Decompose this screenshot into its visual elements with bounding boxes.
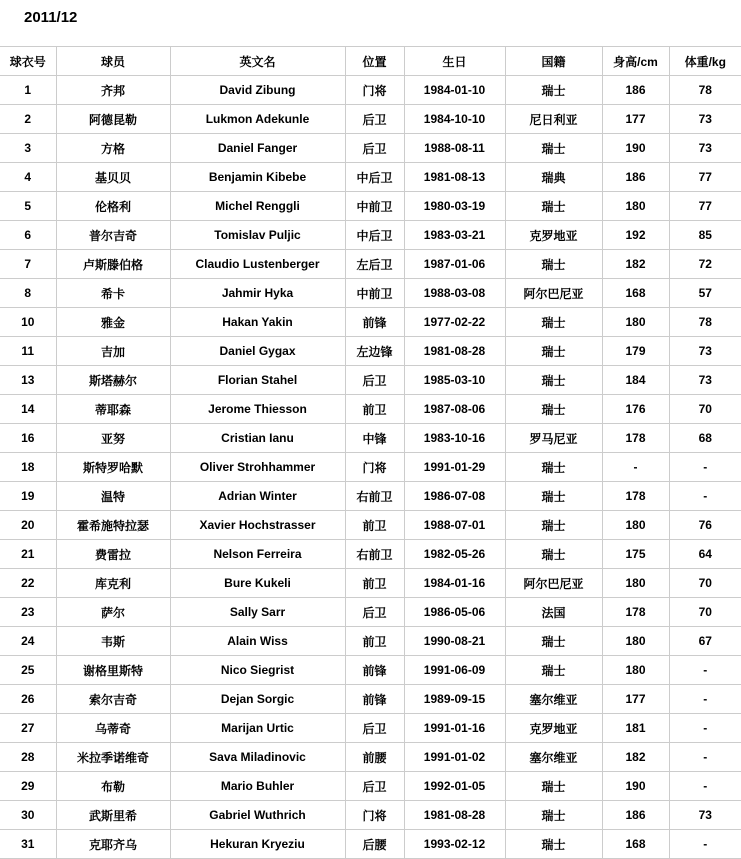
- cell-birthday: 1984-10-10: [404, 105, 505, 134]
- cell-nationality: 阿尔巴尼亚: [505, 569, 602, 598]
- cell-birthday: 1989-09-15: [404, 685, 505, 714]
- cell-height_cm: 177: [602, 105, 669, 134]
- cell-english_name: Nico Siegrist: [170, 656, 345, 685]
- table-row: [0, 250, 741, 279]
- column-header-nationality: 国籍: [505, 47, 602, 76]
- cell-jersey_number: 4: [0, 163, 56, 192]
- cell-english_name: Hakan Yakin: [170, 308, 345, 337]
- cell-height_cm: 180: [602, 511, 669, 540]
- cell-height_cm: 186: [602, 163, 669, 192]
- table-row: [0, 395, 741, 424]
- table-row: [0, 772, 741, 801]
- column-header-jersey_number: 球衣号: [0, 47, 56, 76]
- cell-position: 中锋: [345, 424, 404, 453]
- cell-position: 前锋: [345, 685, 404, 714]
- cell-jersey_number: 16: [0, 424, 56, 453]
- cell-jersey_number: 5: [0, 192, 56, 221]
- cell-jersey_number: 24: [0, 627, 56, 656]
- cell-position: 前卫: [345, 627, 404, 656]
- cell-weight_kg: 70: [669, 598, 741, 627]
- column-header-weight_kg: 体重/kg: [669, 47, 741, 76]
- cell-player: 伦格利: [56, 192, 170, 221]
- cell-jersey_number: 7: [0, 250, 56, 279]
- cell-jersey_number: 25: [0, 656, 56, 685]
- cell-english_name: Alain Wiss: [170, 627, 345, 656]
- cell-player: 雅金: [56, 308, 170, 337]
- cell-height_cm: 182: [602, 743, 669, 772]
- cell-english_name: Sava Miladinovic: [170, 743, 345, 772]
- cell-player: 克耶齐乌: [56, 830, 170, 859]
- cell-english_name: Jerome Thiesson: [170, 395, 345, 424]
- cell-birthday: 1991-01-16: [404, 714, 505, 743]
- cell-birthday: 1980-03-19: [404, 192, 505, 221]
- cell-player: 斯塔赫尔: [56, 366, 170, 395]
- cell-english_name: Benjamin Kibebe: [170, 163, 345, 192]
- cell-position: 前腰: [345, 743, 404, 772]
- cell-weight_kg: 76: [669, 511, 741, 540]
- cell-nationality: 克罗地亚: [505, 221, 602, 250]
- table-row: [0, 598, 741, 627]
- cell-height_cm: 180: [602, 192, 669, 221]
- table-row: [0, 366, 741, 395]
- table-row: [0, 163, 741, 192]
- table-row: [0, 482, 741, 511]
- cell-player: 索尔吉奇: [56, 685, 170, 714]
- cell-nationality: 塞尔维亚: [505, 685, 602, 714]
- cell-birthday: 1981-08-13: [404, 163, 505, 192]
- cell-height_cm: 178: [602, 424, 669, 453]
- cell-birthday: 1987-08-06: [404, 395, 505, 424]
- cell-position: 前卫: [345, 569, 404, 598]
- cell-english_name: Adrian Winter: [170, 482, 345, 511]
- cell-height_cm: 176: [602, 395, 669, 424]
- cell-weight_kg: 78: [669, 76, 741, 105]
- cell-english_name: Xavier Hochstrasser: [170, 511, 345, 540]
- cell-jersey_number: 13: [0, 366, 56, 395]
- cell-jersey_number: 28: [0, 743, 56, 772]
- cell-birthday: 1990-08-21: [404, 627, 505, 656]
- table-row: [0, 76, 741, 105]
- cell-player: 萨尔: [56, 598, 170, 627]
- cell-birthday: 1992-01-05: [404, 772, 505, 801]
- table-row: [0, 134, 741, 163]
- cell-position: 前卫: [345, 511, 404, 540]
- cell-player: 方格: [56, 134, 170, 163]
- cell-position: 左边锋: [345, 337, 404, 366]
- table-row: [0, 830, 741, 859]
- cell-position: 中前卫: [345, 279, 404, 308]
- cell-player: 武斯里希: [56, 801, 170, 830]
- cell-height_cm: 190: [602, 134, 669, 163]
- cell-height_cm: 186: [602, 76, 669, 105]
- cell-english_name: Sally Sarr: [170, 598, 345, 627]
- cell-jersey_number: 31: [0, 830, 56, 859]
- cell-height_cm: 180: [602, 656, 669, 685]
- column-header-english_name: 英文名: [170, 47, 345, 76]
- cell-weight_kg: -: [669, 714, 741, 743]
- cell-birthday: 1983-03-21: [404, 221, 505, 250]
- cell-player: 普尔吉奇: [56, 221, 170, 250]
- cell-position: 后卫: [345, 714, 404, 743]
- cell-weight_kg: 85: [669, 221, 741, 250]
- cell-english_name: Bure Kukeli: [170, 569, 345, 598]
- cell-weight_kg: 73: [669, 337, 741, 366]
- cell-height_cm: 168: [602, 830, 669, 859]
- table-row: [0, 221, 741, 250]
- cell-nationality: 瑞士: [505, 801, 602, 830]
- cell-weight_kg: 73: [669, 801, 741, 830]
- cell-jersey_number: 23: [0, 598, 56, 627]
- cell-height_cm: 186: [602, 801, 669, 830]
- cell-weight_kg: -: [669, 743, 741, 772]
- cell-player: 费雷拉: [56, 540, 170, 569]
- cell-birthday: 1991-01-29: [404, 453, 505, 482]
- cell-jersey_number: 18: [0, 453, 56, 482]
- cell-player: 蒂耶森: [56, 395, 170, 424]
- cell-english_name: Jahmir Hyka: [170, 279, 345, 308]
- cell-player: 库克利: [56, 569, 170, 598]
- cell-english_name: Mario Buhler: [170, 772, 345, 801]
- cell-weight_kg: -: [669, 482, 741, 511]
- cell-player: 亚努: [56, 424, 170, 453]
- cell-nationality: 瑞士: [505, 250, 602, 279]
- cell-position: 中后卫: [345, 163, 404, 192]
- column-header-player: 球员: [56, 47, 170, 76]
- roster-table: [0, 46, 741, 859]
- cell-jersey_number: 20: [0, 511, 56, 540]
- cell-nationality: 阿尔巴尼亚: [505, 279, 602, 308]
- table-row: [0, 540, 741, 569]
- cell-height_cm: 190: [602, 772, 669, 801]
- table-row: [0, 105, 741, 134]
- cell-jersey_number: 14: [0, 395, 56, 424]
- cell-weight_kg: 73: [669, 134, 741, 163]
- cell-weight_kg: -: [669, 830, 741, 859]
- table-row: [0, 714, 741, 743]
- cell-jersey_number: 1: [0, 76, 56, 105]
- cell-english_name: Dejan Sorgic: [170, 685, 345, 714]
- cell-position: 后卫: [345, 105, 404, 134]
- cell-nationality: 瑞士: [505, 453, 602, 482]
- cell-weight_kg: -: [669, 656, 741, 685]
- cell-height_cm: 192: [602, 221, 669, 250]
- cell-height_cm: 175: [602, 540, 669, 569]
- cell-english_name: Gabriel Wuthrich: [170, 801, 345, 830]
- cell-english_name: Claudio Lustenberger: [170, 250, 345, 279]
- cell-english_name: Tomislav Puljic: [170, 221, 345, 250]
- table-row: [0, 337, 741, 366]
- table-row: [0, 685, 741, 714]
- cell-nationality: 罗马尼亚: [505, 424, 602, 453]
- cell-height_cm: 178: [602, 482, 669, 511]
- cell-nationality: 瑞典: [505, 163, 602, 192]
- cell-birthday: 1985-03-10: [404, 366, 505, 395]
- cell-player: 霍希施特拉瑟: [56, 511, 170, 540]
- cell-height_cm: 168: [602, 279, 669, 308]
- cell-birthday: 1987-01-06: [404, 250, 505, 279]
- season-title: 2011/12: [24, 9, 78, 26]
- cell-birthday: 1981-08-28: [404, 801, 505, 830]
- cell-height_cm: 178: [602, 598, 669, 627]
- cell-position: 后卫: [345, 134, 404, 163]
- cell-birthday: 1988-08-11: [404, 134, 505, 163]
- cell-position: 后卫: [345, 772, 404, 801]
- cell-weight_kg: 70: [669, 395, 741, 424]
- cell-weight_kg: 67: [669, 627, 741, 656]
- table-row: [0, 453, 741, 482]
- cell-height_cm: -: [602, 453, 669, 482]
- table-row: [0, 656, 741, 685]
- cell-nationality: 瑞士: [505, 656, 602, 685]
- cell-player: 齐邦: [56, 76, 170, 105]
- cell-position: 门将: [345, 801, 404, 830]
- cell-jersey_number: 30: [0, 801, 56, 830]
- cell-birthday: 1993-02-12: [404, 830, 505, 859]
- cell-position: 后卫: [345, 598, 404, 627]
- cell-weight_kg: 57: [669, 279, 741, 308]
- cell-english_name: Hekuran Kryeziu: [170, 830, 345, 859]
- cell-english_name: Florian Stahel: [170, 366, 345, 395]
- table-row: [0, 308, 741, 337]
- cell-player: 米拉季诺维奇: [56, 743, 170, 772]
- cell-english_name: Marijan Urtic: [170, 714, 345, 743]
- cell-height_cm: 180: [602, 627, 669, 656]
- cell-nationality: 法国: [505, 598, 602, 627]
- cell-birthday: 1988-03-08: [404, 279, 505, 308]
- cell-position: 中前卫: [345, 192, 404, 221]
- cell-birthday: 1988-07-01: [404, 511, 505, 540]
- cell-nationality: 瑞士: [505, 366, 602, 395]
- cell-jersey_number: 8: [0, 279, 56, 308]
- cell-position: 后卫: [345, 366, 404, 395]
- cell-player: 布勒: [56, 772, 170, 801]
- cell-weight_kg: 64: [669, 540, 741, 569]
- cell-weight_kg: -: [669, 772, 741, 801]
- table-row: [0, 801, 741, 830]
- cell-player: 卢斯滕伯格: [56, 250, 170, 279]
- cell-weight_kg: 68: [669, 424, 741, 453]
- cell-position: 后腰: [345, 830, 404, 859]
- cell-jersey_number: 10: [0, 308, 56, 337]
- cell-height_cm: 184: [602, 366, 669, 395]
- cell-position: 中后卫: [345, 221, 404, 250]
- cell-player: 谢格里斯特: [56, 656, 170, 685]
- table-row: [0, 627, 741, 656]
- table-row: [0, 743, 741, 772]
- cell-english_name: Oliver Strohhammer: [170, 453, 345, 482]
- cell-nationality: 瑞士: [505, 395, 602, 424]
- column-header-birthday: 生日: [404, 47, 505, 76]
- cell-weight_kg: 78: [669, 308, 741, 337]
- cell-nationality: 瑞士: [505, 511, 602, 540]
- cell-jersey_number: 26: [0, 685, 56, 714]
- table-row: [0, 511, 741, 540]
- cell-nationality: 瑞士: [505, 482, 602, 511]
- cell-nationality: 瑞士: [505, 76, 602, 105]
- cell-player: 温特: [56, 482, 170, 511]
- cell-player: 乌蒂奇: [56, 714, 170, 743]
- cell-jersey_number: 19: [0, 482, 56, 511]
- cell-position: 门将: [345, 76, 404, 105]
- cell-player: 阿德昆勒: [56, 105, 170, 134]
- cell-height_cm: 180: [602, 308, 669, 337]
- cell-position: 前锋: [345, 308, 404, 337]
- cell-birthday: 1981-08-28: [404, 337, 505, 366]
- cell-nationality: 瑞士: [505, 772, 602, 801]
- cell-birthday: 1982-05-26: [404, 540, 505, 569]
- cell-nationality: 瑞士: [505, 308, 602, 337]
- cell-nationality: 瑞士: [505, 337, 602, 366]
- cell-height_cm: 180: [602, 569, 669, 598]
- cell-position: 右前卫: [345, 482, 404, 511]
- cell-height_cm: 181: [602, 714, 669, 743]
- cell-jersey_number: 2: [0, 105, 56, 134]
- cell-english_name: Lukmon Adekunle: [170, 105, 345, 134]
- table-row: [0, 192, 741, 221]
- cell-nationality: 瑞士: [505, 627, 602, 656]
- column-header-position: 位置: [345, 47, 404, 76]
- cell-jersey_number: 29: [0, 772, 56, 801]
- cell-weight_kg: 73: [669, 366, 741, 395]
- cell-height_cm: 182: [602, 250, 669, 279]
- cell-english_name: David Zibung: [170, 76, 345, 105]
- cell-position: 门将: [345, 453, 404, 482]
- cell-birthday: 1986-07-08: [404, 482, 505, 511]
- table-row: [0, 279, 741, 308]
- cell-weight_kg: -: [669, 685, 741, 714]
- cell-weight_kg: -: [669, 453, 741, 482]
- cell-player: 希卡: [56, 279, 170, 308]
- cell-english_name: Nelson Ferreira: [170, 540, 345, 569]
- cell-birthday: 1977-02-22: [404, 308, 505, 337]
- cell-nationality: 瑞士: [505, 830, 602, 859]
- cell-birthday: 1991-01-02: [404, 743, 505, 772]
- cell-jersey_number: 22: [0, 569, 56, 598]
- cell-jersey_number: 6: [0, 221, 56, 250]
- cell-position: 前卫: [345, 395, 404, 424]
- cell-birthday: 1991-06-09: [404, 656, 505, 685]
- cell-nationality: 瑞士: [505, 192, 602, 221]
- cell-weight_kg: 72: [669, 250, 741, 279]
- cell-position: 前锋: [345, 656, 404, 685]
- cell-jersey_number: 11: [0, 337, 56, 366]
- cell-weight_kg: 70: [669, 569, 741, 598]
- cell-english_name: Cristian Ianu: [170, 424, 345, 453]
- cell-nationality: 瑞士: [505, 540, 602, 569]
- cell-weight_kg: 73: [669, 105, 741, 134]
- cell-english_name: Michel Renggli: [170, 192, 345, 221]
- cell-nationality: 塞尔维亚: [505, 743, 602, 772]
- cell-birthday: 1984-01-16: [404, 569, 505, 598]
- cell-jersey_number: 3: [0, 134, 56, 163]
- cell-position: 右前卫: [345, 540, 404, 569]
- cell-player: 基贝贝: [56, 163, 170, 192]
- cell-nationality: 尼日利亚: [505, 105, 602, 134]
- cell-player: 吉加: [56, 337, 170, 366]
- cell-birthday: 1983-10-16: [404, 424, 505, 453]
- cell-birthday: 1986-05-06: [404, 598, 505, 627]
- cell-nationality: 克罗地亚: [505, 714, 602, 743]
- cell-jersey_number: 27: [0, 714, 56, 743]
- cell-jersey_number: 21: [0, 540, 56, 569]
- table-row: [0, 424, 741, 453]
- cell-english_name: Daniel Gygax: [170, 337, 345, 366]
- header-row: [0, 47, 741, 76]
- cell-position: 左后卫: [345, 250, 404, 279]
- cell-nationality: 瑞士: [505, 134, 602, 163]
- cell-weight_kg: 77: [669, 163, 741, 192]
- cell-birthday: 1984-01-10: [404, 76, 505, 105]
- column-header-height_cm: 身高/cm: [602, 47, 669, 76]
- table-row: [0, 569, 741, 598]
- cell-english_name: Daniel Fanger: [170, 134, 345, 163]
- cell-weight_kg: 77: [669, 192, 741, 221]
- cell-height_cm: 179: [602, 337, 669, 366]
- cell-player: 韦斯: [56, 627, 170, 656]
- cell-player: 斯特罗哈默: [56, 453, 170, 482]
- cell-height_cm: 177: [602, 685, 669, 714]
